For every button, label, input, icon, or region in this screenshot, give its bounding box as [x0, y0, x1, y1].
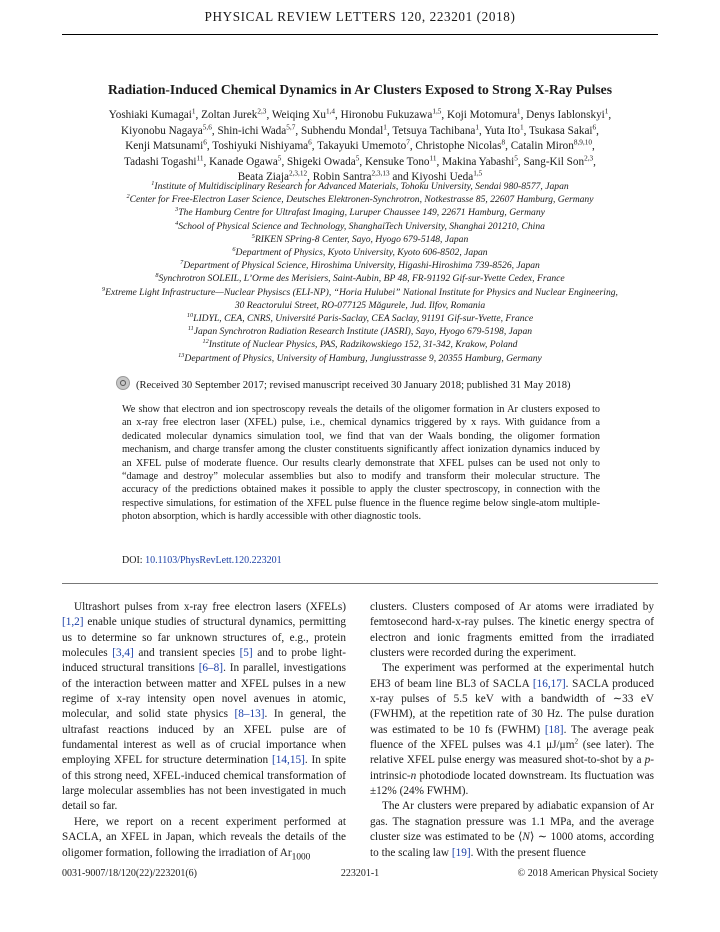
author-affiliation-mark: 1: [604, 107, 609, 116]
body-paragraph: Ultrashort pulses from x-ray free electron lasers (XFELs) [1,2] enable unique studies of structural dynamics, permitting us to determine so far unknown structures of, e.g., protein molecules [3,4] and transient species [5] and to probe light-induced structural transitions [6–8]. In parallel, investigations of the interaction between matter and XFEL pulses in a new regime of x-ray intensity open novel avenues in atomic, molecular, and solid state physics [8–13]. In general, the ultrafast reactions induced by an XFEL pulse are of fundamental interest as well as of crucial importance when employing XFEL for structure determination [14,15]. In spite of this strong need, XFEL-induced chemical transformation of large molecular assemblies has not been investigated in much detail so far.: [62, 601, 346, 813]
affiliation-text: Department of Physics, Kyoto University, Kyoto 606-8502, Japan: [235, 247, 488, 259]
affiliation-line: [52, 220, 668, 233]
affiliation-line: [52, 193, 668, 206]
author-name: Koji Motomura: [447, 109, 517, 121]
author-affiliation-mark: 1: [519, 122, 524, 131]
author-name: Makina Yabashi: [442, 155, 515, 168]
citation-link[interactable]: [19]: [451, 846, 471, 859]
author-affiliation-mark: 1: [475, 122, 480, 131]
citation-link[interactable]: [5]: [239, 647, 253, 660]
affiliation-number: 8: [155, 272, 159, 280]
affiliation-number: 12: [202, 338, 209, 346]
footer-copyright: © 2018 American Physical Society: [517, 868, 658, 879]
author-name: Kiyonobu Nagaya: [121, 124, 203, 137]
author-affiliation-mark: 1: [383, 122, 387, 131]
affiliation-line: [52, 233, 668, 246]
affiliation-text: Extreme Light Infrastructure—Nuclear Physiscs (ELI-NP), “Horia Hulubei” National Institute for Physics and Nuclear Engineering,: [105, 286, 618, 298]
citation-link[interactable]: [14,15]: [272, 754, 305, 767]
author-name: Robin Santra: [312, 171, 372, 184]
author-affiliation-mark: 11: [429, 154, 437, 163]
author-affiliation-mark: 2,3,13: [371, 169, 390, 178]
citation-link[interactable]: [6–8]: [198, 662, 224, 675]
author-affiliation-mark: 2,3,12: [288, 169, 308, 178]
affiliation-line: [52, 206, 668, 219]
author-list: Yoshiaki Kumagai$^1$, Zoltan Jurek$^{2,3}$, Weiqing Xu$^{1,4}$, Hironobu Fukuzawa$^{1,5}$, Koji Motomura$^1$, Denys Iablonskyi$^1$, Kiyonobu Nagaya$^{5,6}$, Shin-ichi Wada$^{5,7}$, Subhendu Mondal$^1$, Tetsuya Tachibana$^1$, Yuta Ito$^1$, Tsukasa Sakai$^6$, Kenji Matsunami$^6$, Toshiyuki Nishiyama$^6$, Takayuki Umemoto$^7$, Christophe Nicolas$^8$, Catalin Miron$^{8,9,10}$, Tadashi Togashi$^{11}$, Kanade Ogawa$^5$, Shigeki Owada$^5$, Kensuke Tono$^{11}$, Makina Yabashi$^5$, Sang-Kil Son$^{2,3}$, Beata Ziaja$^{2,3,12}$, Robin Santra$^{2,3,13}$ and Kiyoshi Ueda$^{1,5}$: [108, 107, 612, 184]
author-affiliation-mark: 1,4: [325, 107, 336, 116]
affiliation-number: 6: [232, 245, 236, 253]
math-symbol: p: [644, 754, 651, 767]
received-dates: [116, 376, 676, 391]
affiliation-text: Department of Physics, University of Hamburg, Jungiusstrasse 9, 20355 Hamburg, Germany: [184, 352, 542, 364]
doi-label: DOI:: [122, 555, 143, 566]
author-affiliation-mark: 2,3: [257, 107, 267, 116]
affiliation-line: [52, 286, 668, 299]
abstract: We show that electron and ion spectroscopy reveals the details of the oligomer formation in Ar clusters exposed to an x-ray free electron laser (XFEL) pulse, i.e., chemical dynamics triggered by x rays. With guidance from a dedicated molecular dynamics simulation tool, we find that van der Waals bonding, the oligomer formation mechanism, and charge transfer among the cluster constituents significantly affect ionization dynamics induced by an XFEL pulse of moderate fluence. Our results clearly demonstrate that XFEL pulses can be used not only to “damage and destroy” molecular assemblies but also to modify and transform their molecular structure. The accuracy of the predictions obtained makes it possible to apply the cluster spectroscopy, in connection with the respective simulations, for estimation of the XFEL pulse fluence in the fluence regime below single-atom multiple-photon absorption, which is hardly accessible with other diagnostic tools.: [122, 404, 600, 523]
citation-link[interactable]: [16,17]: [532, 677, 566, 690]
author-affiliation-mark: 6: [592, 122, 597, 131]
affiliation-number: 13: [178, 351, 185, 359]
author-name: Kensuke Tono: [364, 155, 430, 168]
author-name: Tadashi Togashi: [124, 155, 197, 168]
affiliation-text: School of Physical Science and Technology, ShanghaiTech University, Shanghai 201210, China: [178, 220, 545, 232]
citation-link[interactable]: [18]: [544, 723, 564, 736]
author-name: Tetsuya Tachibana: [392, 124, 476, 137]
subscript: 1000: [291, 851, 311, 862]
affiliation-text: RIKEN SPring-8 Center, Sayo, Hyogo 679-5148, Japan: [254, 233, 469, 245]
author-name: Toshiyuki Nishiyama: [212, 140, 309, 153]
affiliation-line: [52, 338, 668, 351]
running-head: PHYSICAL REVIEW LETTERS 120, 223201 (2018): [204, 9, 516, 24]
author-affiliation-mark: 1: [516, 107, 521, 116]
author-name: Yuta Ito: [484, 124, 520, 137]
affiliation-line: [52, 312, 668, 325]
affiliation-line: [52, 325, 668, 338]
superscript: 2: [574, 736, 579, 746]
author-name: Hironobu Fukuzawa: [340, 109, 433, 121]
author-name: Kenji Matsunami: [125, 140, 204, 153]
body-paragraph: The experiment was performed at the experimental hutch EH3 of beam line BL3 of SACLA [16,17]. SACLA produced x-ray pulses of 5.5 keV with a bandwidth of ∼33 eV (FWHM), at the repetition rate of 30 Hz. The pulse duration was estimated to be 10 fs (FWHM) [18]. The average peak fluence of the XFEL pulses was 4.1 $\mu J/\mu m^2$ (see later). The relative XFEL pulse energy was measured shot-to-shot by a p-intrinsic-n photodiode located downstream. Its fluctuation was ±12% (24% FWHM).: [370, 662, 654, 798]
author-affiliation-mark: 8,9,10: [573, 138, 592, 147]
affiliation-text: Institute of Nuclear Physics, PAS, Radzikowskiego 152, 31-342, Krakow, Poland: [208, 339, 518, 351]
author-name: Sang-Kil Son: [523, 155, 585, 168]
affiliation-line: [52, 299, 668, 312]
affiliation-number: 10: [186, 311, 194, 319]
abstract-rule: [62, 583, 658, 584]
citation-link[interactable]: [3,4]: [112, 647, 134, 660]
affiliation-number: 9: [102, 285, 106, 293]
citation-link[interactable]: [8–13]: [234, 708, 265, 721]
author-affiliation-mark: 5: [514, 154, 518, 163]
author-affiliation-mark: 5: [355, 154, 360, 163]
math-symbol: n: [410, 769, 417, 782]
doi-line: [122, 555, 282, 566]
affiliation-line: [52, 272, 668, 285]
paper-title: Radiation-Induced Chemical Dynamics in Ar Clusters Exposed to Strong X-Ray Pulses: [107, 82, 613, 97]
affiliation-line: [52, 352, 668, 365]
affiliation-text: 30 Reactorului Street, RO-077125 Măgurele, Jud. Ilfov, Romania: [234, 299, 486, 311]
crossmark-icon[interactable]: [116, 376, 130, 390]
citation-link[interactable]: [1,2]: [62, 616, 84, 629]
author-affiliation-mark: 8: [501, 138, 506, 147]
footer-code: 0031-9007/18/120(22)/223201(6): [62, 868, 197, 879]
author-affiliation-mark: 2,3: [584, 154, 594, 163]
author-name: Denys Iablonskyi: [526, 109, 605, 121]
body-paragraph: Here, we report on a recent experiment performed at SACLA, an XFEL in Japan, which reveals the details of the oligomer formation, following the irradiation of $Ar_{1000}$: [62, 815, 346, 862]
author-affiliation-mark: 1,5: [473, 169, 483, 178]
author-name: Beata Ziaja: [237, 171, 289, 184]
author-name: Christophe Nicolas: [415, 140, 502, 153]
author-name: Takayuki Umemoto: [317, 140, 407, 153]
body-column-right: [370, 600, 654, 861]
affiliation-text: LIDYL, CEA, CNRS, Université Paris-Saclay, CEA Saclay, 91191 Gif-sur-Yvette, France: [193, 313, 534, 325]
author-affiliation-mark: 7: [406, 138, 410, 147]
author-name: Kanade Ogawa: [209, 155, 278, 168]
author-affiliation-mark: 6: [203, 138, 207, 147]
doi-link[interactable]: 10.1103/PhysRevLett.120.223201: [145, 555, 282, 566]
author-name: Weiqing Xu: [271, 109, 326, 121]
author-affiliation-mark: 6: [308, 138, 312, 147]
received-text: (Received 30 September 2017; revised manuscript received 30 January 2018; published 31 May 2018): [136, 380, 571, 391]
math-symbol: N: [522, 831, 530, 844]
author-name: Shigeki Owada: [287, 155, 356, 168]
author-name: Subhendu Mondal: [300, 124, 384, 137]
author-affiliation-mark: 1: [191, 107, 196, 116]
author-name: Tsukasa Sakai: [528, 124, 593, 137]
affiliation-text: Synchrotron SOLEIL, L’Orme des Merisiers, Saint-Aubin, BP 48, FR-91192 Gif-sur-Yvette Cedex, France: [158, 273, 565, 285]
author-affiliation-mark: 5,6: [202, 122, 212, 131]
body-column-left: [62, 600, 346, 865]
affiliation-text: Japan Synchrotron Radiation Research Institute (JASRI), Sayo, Hyogo 679-5198, Japan: [193, 326, 533, 338]
author-affiliation-mark: 5: [277, 154, 282, 163]
affiliation-line: [52, 246, 668, 259]
affiliation-number: 1: [151, 179, 155, 187]
author-name: Zoltan Jurek: [201, 109, 258, 121]
affiliation-number: 7: [180, 259, 184, 267]
author-name: Catalin Miron: [510, 140, 574, 153]
affiliation-line: [52, 180, 668, 193]
affiliation-number: 5: [251, 232, 255, 240]
affiliation-line: [52, 259, 668, 272]
footer-page-number: 223201-1: [340, 868, 380, 879]
author-affiliation-mark: 11: [196, 154, 204, 163]
author-name: Kiyoshi Ueda: [411, 171, 474, 184]
author-name: Yoshiaki Kumagai: [108, 109, 192, 121]
body-paragraph: clusters. Clusters composed of Ar atoms were irradiated by femtosecond hard-x-ray pulses. The kinetic energy spectra of electron and ionic fragments emitted from the irradiated clusters were recorded during the experiment.: [370, 601, 654, 660]
affiliation-text: The Hamburg Centre for Ultrafast Imaging, Luruper Chaussee 149, 22671 Hamburg, Germany: [178, 207, 545, 219]
author-affiliation-mark: 1,5: [432, 107, 442, 116]
affiliation-list: [52, 180, 668, 365]
affiliation-text: Institute of Multidisciplinary Research for Advanced Materials, Tohoku University, Sendai 980-8577, Japan: [154, 181, 569, 192]
author-name: Shin-ichi Wada: [217, 124, 287, 137]
affiliation-text: Department of Physical Science, Hiroshima University, Higashi-Hiroshima 739-8526, Japan: [183, 260, 540, 272]
affiliation-number: 3: [175, 206, 179, 214]
affiliation-number: 11: [187, 325, 194, 333]
affiliation-text: Center for Free-Electron Laser Science, Deutsches Elektronen-Synchrotron, Notkestrasse 85, 22607 Hamburg, Germany: [129, 194, 594, 206]
affiliation-number: 4: [175, 219, 179, 227]
body-paragraph: The Ar clusters were prepared by adiabatic expansion of Ar gas. The stagnation pressure was 1.1 MPa, and the average cluster size was estimated to be ⟨N⟩ ∼ 1000 atoms, according to the scaling law [19]. With the present fluence: [370, 800, 655, 859]
affiliation-number: 2: [126, 193, 130, 201]
header-rule: [62, 34, 658, 35]
author-affiliation-mark: 5,7: [286, 122, 296, 131]
